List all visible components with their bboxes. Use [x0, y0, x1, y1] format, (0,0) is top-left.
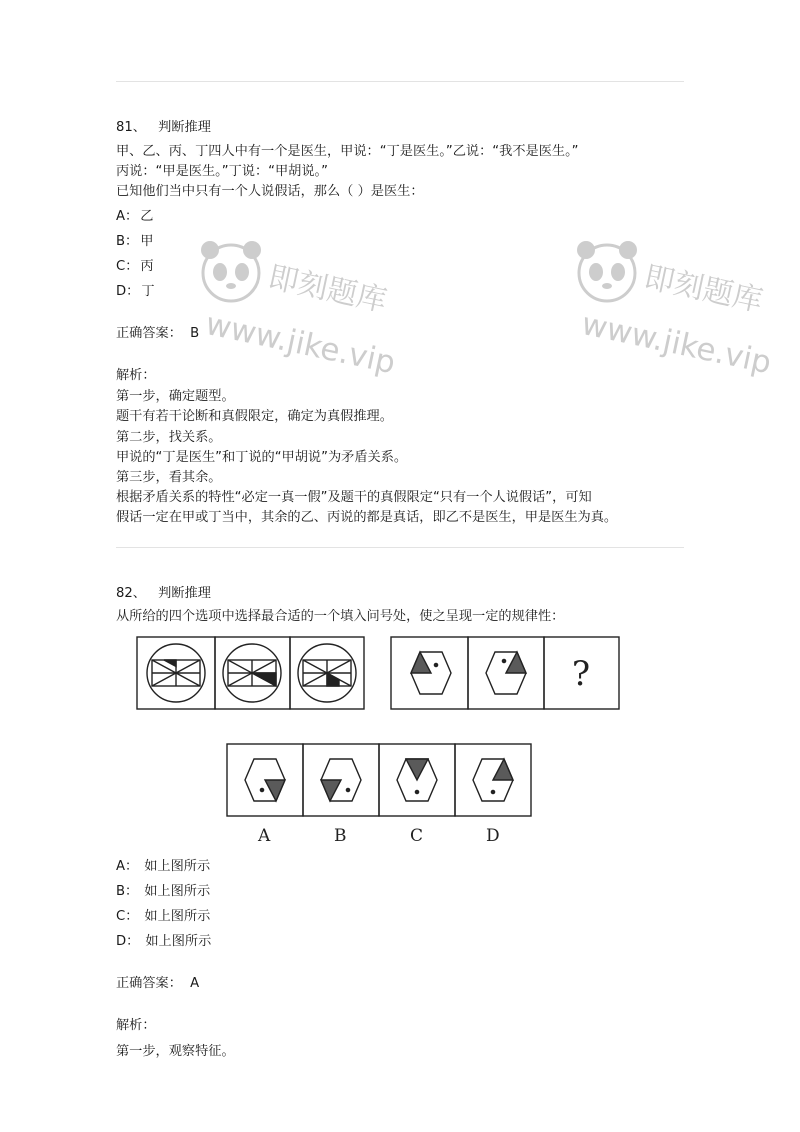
option-key: D： [116, 284, 140, 299]
question-stem-line: 从所给的四个选项中选择最合适的一个填入问号处，使之呈现一定的规律性： [116, 609, 565, 624]
question-stem-line: 甲、乙、丙、丁四人中有一个是医生，甲说：“丁是医生。”乙说：“我不是医生。” [116, 144, 579, 159]
hexagon-figure-1 [411, 652, 451, 694]
watermark-brand: 即刻题库 [265, 259, 390, 320]
correct-answer [116, 324, 199, 344]
option-figure-b [321, 759, 361, 801]
option-text: 丙 [140, 259, 154, 274]
question-number: 82、 [116, 586, 146, 601]
option-key: B： [116, 884, 139, 899]
analysis-line: 根据矛盾关系的特性“必定一真一假”及题干的真假限定“只有一个人说假话”，可知 [116, 490, 592, 505]
watermark-brand: 即刻题库 [641, 259, 766, 320]
question-number: 81、 [116, 120, 146, 135]
option-text: 甲 [140, 234, 154, 249]
analysis-line: 第一步，确定题型。 [116, 389, 235, 404]
option-key: C： [116, 259, 139, 274]
option-a[interactable] [116, 207, 153, 227]
circle-figure-1 [147, 644, 205, 702]
sequence-group-1 [137, 637, 364, 709]
answer-label: 正确答案： [116, 976, 182, 991]
answer-label: 正确答案： [116, 326, 182, 341]
analysis-line: 第二步，找关系。 [116, 430, 222, 445]
question-category: 判断推理 [158, 586, 211, 601]
analysis-line: 假话一定在甲或丁当中，其余的乙、丙说的都是真话，即乙不是医生，甲是医生为真。 [116, 510, 618, 525]
option-figure-a [245, 759, 285, 801]
option-b[interactable] [116, 882, 210, 902]
watermark-url: www.jike.vip [578, 306, 775, 382]
option-key: C： [116, 909, 139, 924]
answer-value: A [190, 976, 200, 991]
option-c[interactable] [116, 257, 154, 277]
figure-option-letter-c: C [410, 826, 424, 846]
option-key: A： [116, 209, 139, 224]
figure-option-letter-a: A [258, 826, 271, 846]
option-figure-c [397, 759, 437, 801]
question-header [116, 118, 211, 138]
figure-option-letter-b: B [334, 826, 347, 846]
circle-figure-2 [223, 644, 281, 702]
option-text: 如上图所示 [144, 909, 211, 924]
hexagon-figure-2 [486, 652, 526, 694]
option-text: 如上图所示 [144, 859, 211, 874]
analysis-line: 题干有若干论断和真假限定，确定为真假推理。 [116, 409, 393, 424]
panda-logo-icon [196, 236, 266, 306]
option-figure-d [473, 759, 513, 801]
divider-middle [116, 547, 684, 548]
watermark-url: www.jike.vip [202, 306, 399, 382]
option-key: A： [116, 859, 139, 874]
watermark-right [572, 236, 775, 382]
option-d[interactable] [116, 282, 155, 302]
watermark-left [196, 236, 426, 382]
question-stem-line: 已知他们当中只有一个人说假话，那么（ ）是医生： [116, 184, 424, 199]
option-text: 乙 [140, 209, 154, 224]
analysis-label: 解析： [116, 368, 156, 383]
option-text: 如上图所示 [145, 934, 212, 949]
option-text: 如上图所示 [144, 884, 211, 899]
question-category: 判断推理 [158, 120, 211, 135]
option-d[interactable] [116, 932, 211, 952]
option-key: D： [116, 934, 140, 949]
option-a[interactable] [116, 857, 210, 877]
question-mark: ? [571, 654, 591, 694]
answer-value: B [190, 326, 200, 341]
option-text: 丁 [141, 284, 155, 299]
panda-logo-icon [572, 236, 642, 306]
option-figures [227, 744, 531, 816]
question-stem-line: 丙说：“甲是医生。”丁说：“甲胡说。” [116, 164, 328, 179]
divider-top [116, 81, 684, 82]
question-header [116, 584, 211, 604]
analysis-line: 第三步，看其余。 [116, 470, 222, 485]
figure-option-letter-d: D [486, 826, 500, 846]
correct-answer [116, 974, 199, 994]
option-b[interactable] [116, 232, 153, 252]
option-c[interactable] [116, 907, 210, 927]
analysis-line: 第一步，观察特征。 [116, 1044, 235, 1059]
option-key: B： [116, 234, 139, 249]
circle-figure-3 [298, 644, 356, 702]
figure-sequence [116, 628, 684, 854]
question-figure [116, 628, 684, 854]
analysis-line: 甲说的“丁是医生”和丁说的“甲胡说”为矛盾关系。 [116, 450, 408, 465]
analysis-label: 解析： [116, 1018, 156, 1033]
